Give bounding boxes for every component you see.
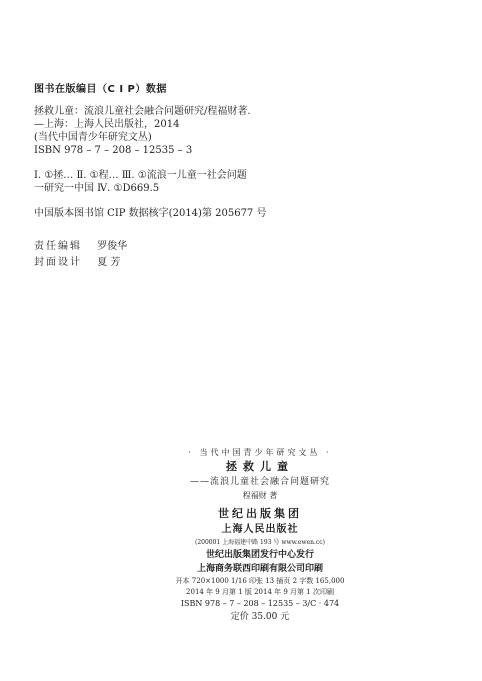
- cip-isbn-line: ISBN 978 – 7 – 208 – 12535 – 3: [34, 145, 193, 156]
- colophon-block: [100, 446, 420, 624]
- publisher-group: 世纪出版集团: [218, 507, 302, 520]
- printer-line: 上海商务联西印刷有限公司印刷: [196, 564, 323, 574]
- cip-classification-line-2: 一研究一中国 Ⅳ. ①D669.5: [34, 183, 160, 194]
- cip-record-number: 中国版本图书馆 CIP 数据核字(2014)第 205677 号: [34, 208, 267, 219]
- publisher-name: 上海人民出版社: [221, 524, 299, 535]
- distributor-line: 世纪出版集团发行中心发行: [205, 550, 314, 560]
- isbn-line: ISBN 978 – 7 – 208 – 12535 – 3/C · 474: [180, 599, 340, 608]
- book-subtitle: ——流浪儿童社会融合问题研究: [189, 477, 330, 487]
- publisher-address: (200001 上海福建中路 193 号 www.ewen.cc): [195, 539, 325, 546]
- book-title: 拯救儿童: [226, 460, 294, 473]
- cip-series-line: (当代中国青少年研究文丛): [34, 132, 152, 143]
- cover-design-name: 夏 芳: [97, 257, 121, 268]
- credit-editor: [34, 237, 127, 252]
- edition-info: 2014 年 9 月第 1 版 2014 年 9 月第 1 次印刷: [186, 588, 334, 596]
- credit-cover-design: [34, 253, 120, 268]
- editor-name: 罗俊华: [97, 241, 128, 252]
- cip-title-line: 拯救儿童：流浪儿童社会融合问题研究/程福财著.: [34, 106, 251, 117]
- editor-label: 责任编辑: [34, 241, 82, 252]
- cip-publisher-line: —上海：上海人民出版社，2014: [34, 119, 180, 130]
- format-specs: 开本 720×1000 1/16 印张 13 插页 2 字数 165,000: [175, 577, 345, 585]
- cover-design-label: 封面设计: [34, 257, 82, 268]
- cip-heading: 图书在版编目（C I P）数据: [34, 84, 167, 95]
- cip-data-block: [34, 80, 454, 220]
- series-name: · 当代中国青少年研究文丛 ·: [188, 448, 332, 457]
- cip-classification-line-1: Ⅰ. ①拯… Ⅱ. ①程… Ⅲ. ①流浪一儿童一社会问题: [34, 170, 247, 181]
- price-line: 定价 35.00 元: [230, 612, 290, 622]
- author-line: 程福财 著: [242, 491, 278, 500]
